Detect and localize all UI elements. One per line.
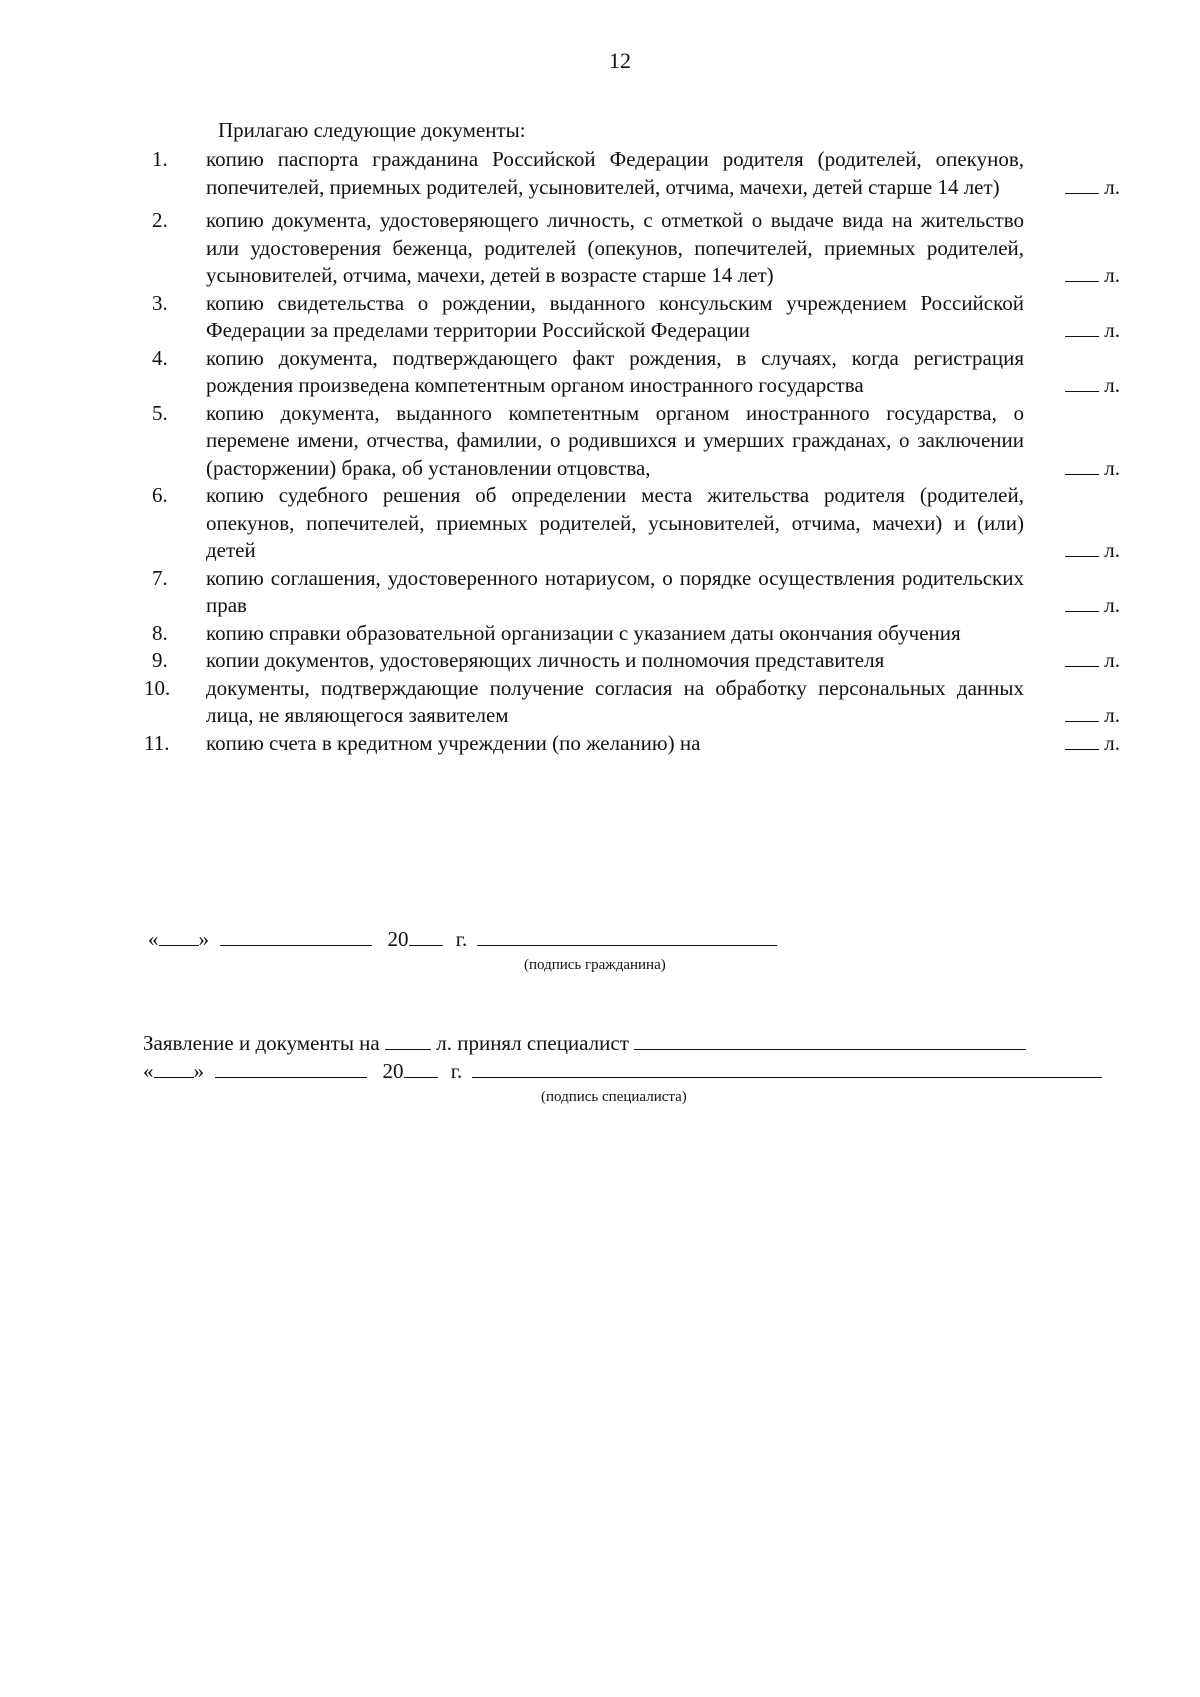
sheet-count-field[interactable] xyxy=(1065,730,1120,758)
month-field[interactable] xyxy=(220,927,372,946)
attachments-intro: Прилагаю следующие документы: xyxy=(218,118,526,142)
item-text: копию паспорта гражданина Российской Федерации родителя (родителей, опекунов, попечителей, приемных родителей, усыновителей, отчима, мачехи, детей старше 14 лет) xyxy=(206,147,1024,199)
item-number: 7. xyxy=(152,565,168,590)
sheet-count-field[interactable] xyxy=(1065,317,1120,345)
citizen-signature-row xyxy=(148,927,777,952)
sheet-suffix: л. xyxy=(1104,263,1120,287)
item-text: копию документа, подтверждающего факт рождения, в случаях, когда регистрация рождения произведена компетентным органом иностранного государства xyxy=(206,345,1024,397)
item-number: 10. xyxy=(144,675,171,700)
item-number: 11. xyxy=(144,730,170,755)
specialist-date-row xyxy=(143,1059,1102,1084)
sheet-suffix: л. xyxy=(1104,730,1120,755)
citizen-signature-caption: (подпись гражданина) xyxy=(524,957,666,973)
accepted-sheets-field[interactable] xyxy=(385,1031,431,1050)
sheet-count-field[interactable] xyxy=(1065,647,1120,675)
item-number: 9. xyxy=(152,648,168,672)
sheet-count-field[interactable] xyxy=(1065,592,1120,620)
day-field[interactable] xyxy=(159,927,199,946)
sheet-suffix: л. xyxy=(1104,593,1120,617)
item-number: 6. xyxy=(152,483,168,507)
open-quote: « xyxy=(148,927,159,951)
list-item xyxy=(0,482,1200,565)
list-item xyxy=(0,647,1200,675)
sheet-suffix: л. xyxy=(1104,703,1120,727)
item-text: документы, подтверждающие получение согласия на обработку персональных данных лица, не являющегося заявителем xyxy=(206,675,1024,727)
list-item xyxy=(0,207,1200,290)
list-item xyxy=(0,675,1200,730)
sheet-suffix: л. xyxy=(1104,373,1120,397)
year-prefix: 20 xyxy=(387,927,409,951)
sheet-suffix: л. xyxy=(1104,538,1120,562)
list-item xyxy=(0,400,1200,483)
acceptance-row xyxy=(143,1031,1026,1056)
specialist-signature-field[interactable] xyxy=(472,1059,1102,1078)
sheet-count-field[interactable] xyxy=(1065,262,1120,290)
item-text: копию справки образовательной организации с указанием даты окончания обучения xyxy=(206,620,961,645)
year-suffix: г. xyxy=(455,927,468,951)
item-text: копию документа, выданного компетентным органом иностранного государства, о перемене имени, отчества, фамилии, о родившихся и умерших гражданах, о заключении (расторжении) брака, об установлении отцовства, xyxy=(206,400,1024,480)
citizen-signature-field[interactable] xyxy=(477,927,777,946)
sheet-suffix: л. xyxy=(1104,318,1120,342)
sheet-suffix: л. xyxy=(1104,174,1120,199)
sheet-count-field[interactable] xyxy=(1065,372,1120,400)
item-number: 4. xyxy=(152,345,168,370)
list-item xyxy=(0,345,1200,400)
year-field[interactable] xyxy=(404,1059,438,1078)
item-text: копии документов, удостоверяющих личность и полномочия представителя xyxy=(206,648,885,672)
sheet-count-field[interactable] xyxy=(1065,455,1120,483)
list-item xyxy=(0,146,1200,201)
item-number: 5. xyxy=(152,400,168,425)
attachments-list xyxy=(0,146,1200,757)
close-quote: » xyxy=(193,1059,204,1083)
year-prefix: 20 xyxy=(382,1059,404,1083)
item-text: копию документа, удостоверяющего личность, с отметкой о выдаче вида на жительство или удостоверения беженца, родителей (опекунов, попечителей, приемных родителей, усыновителей, отчима, мачехи, детей в возрасте старше 14 лет) xyxy=(206,208,1024,287)
sheet-count-field[interactable] xyxy=(1065,174,1120,202)
item-text: копию судебного решения об определении места жительства родителя (родителей, опекунов, попечителей, приемных родителей, усыновителей, отчима, мачехи) и (или) детей xyxy=(206,483,1024,562)
item-number: 3. xyxy=(152,290,168,315)
page-number: 12 xyxy=(609,48,631,73)
sheet-count-field[interactable] xyxy=(1065,537,1120,565)
specialist-name-field[interactable] xyxy=(634,1031,1026,1050)
day-field[interactable] xyxy=(154,1059,194,1078)
month-field[interactable] xyxy=(215,1059,367,1078)
item-text: копию соглашения, удостоверенного нотариусом, о порядке осуществления родительских прав xyxy=(206,565,1024,617)
item-number: 8. xyxy=(152,620,168,645)
year-suffix: г. xyxy=(450,1059,463,1083)
close-quote: » xyxy=(198,927,209,951)
year-field[interactable] xyxy=(409,927,443,946)
list-item xyxy=(0,730,1200,758)
list-item xyxy=(0,290,1200,345)
list-item xyxy=(0,565,1200,620)
acceptance-text-after: л. принял специалист xyxy=(436,1031,629,1055)
open-quote: « xyxy=(143,1059,154,1083)
item-number: 1. xyxy=(152,147,168,171)
sheet-suffix: л. xyxy=(1104,648,1120,672)
specialist-signature-caption: (подпись специалиста) xyxy=(541,1089,687,1105)
item-text: копию счета в кредитном учреждении (по желанию) на xyxy=(206,730,701,755)
sheet-suffix: л. xyxy=(1104,455,1120,480)
item-number: 2. xyxy=(152,208,168,232)
item-text: копию свидетельства о рождении, выданного консульским учреждением Российской Федерации за пределами территории Российской Федерации xyxy=(206,290,1024,342)
list-item xyxy=(0,620,1200,648)
sheet-count-field[interactable] xyxy=(1065,702,1120,730)
acceptance-text-before: Заявление и документы на xyxy=(143,1031,380,1055)
